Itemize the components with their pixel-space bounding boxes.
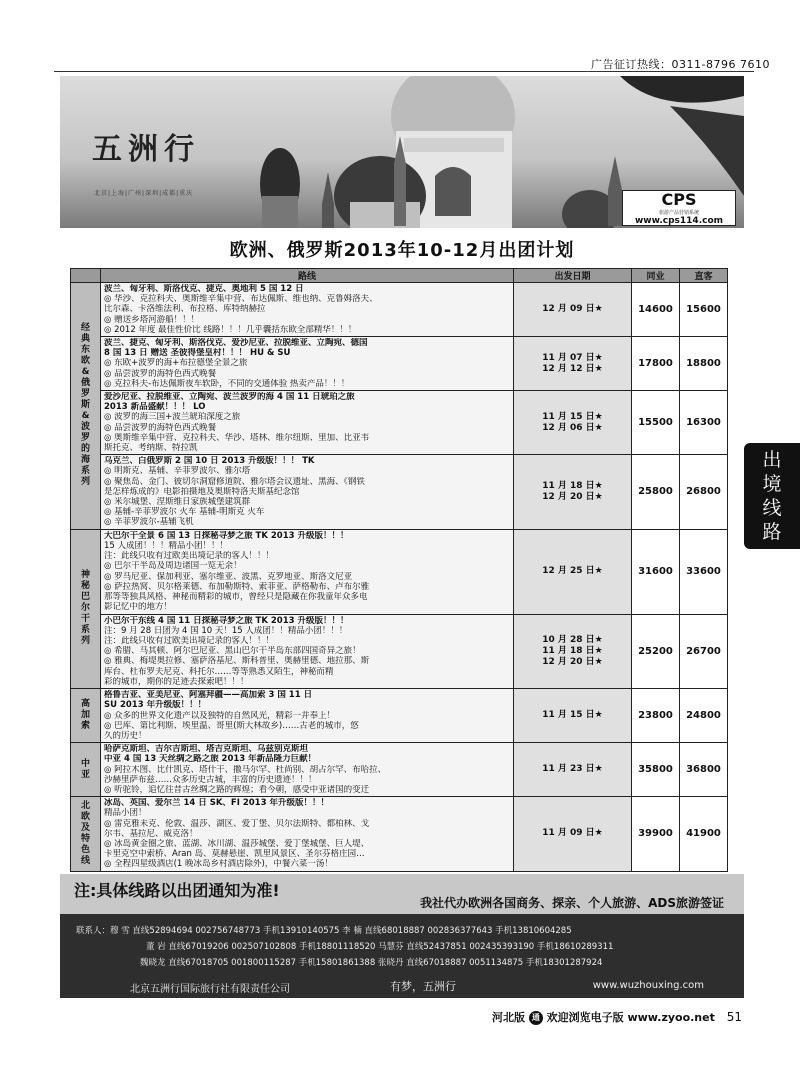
website: www.wuzhouxing.com [592, 980, 704, 991]
route-cell: 格鲁吉亚、亚美尼亚、阿塞拜疆——高加索 3 国 11 日 SU 2013 年升级版！！！ ◎ 众多的世界文化遗产以及独特的自然风光，精彩一并奉上！ ◎ 巴库、第比利斯、埃里温、哥里(斯大林故乡)……古老的城市，悠 久的历史！ [101, 689, 514, 743]
table-row [71, 391, 728, 455]
region-cell: 高加索 [71, 689, 101, 743]
peer-price: 15500 [632, 391, 680, 455]
departure-dates: 10 月 28 日★ 11 月 18 日★ 12 月 20 日★ [514, 614, 632, 688]
note-main: 注:具体线路以出团通知为准! [74, 881, 280, 900]
wuzhouxing-logo: 五洲行 [92, 132, 200, 167]
ad-hotline: 广告征订热线：0311-8796 7610 [591, 58, 770, 71]
contact-row: 联系人：穆 雪 直线52894694 002756748773 手机13910140575 李 楠 直线68018887 002836377643 手机13810604285 [76, 926, 572, 936]
departure-dates: 11 月 07 日★ 12 月 12 日★ [514, 337, 632, 391]
retail-price: 15600 [680, 283, 728, 337]
peer-price: 17800 [632, 337, 680, 391]
table-row [71, 797, 728, 871]
region-cell: 经典东欧&俄罗斯&波罗的海系列 [71, 283, 101, 530]
retail-price: 16300 [680, 391, 728, 455]
peer-price: 35800 [632, 743, 680, 797]
slogan: 有梦，五洲行 [390, 980, 456, 993]
route-cell: 爱沙尼亚、拉脱维亚、立陶宛、波兰波罗的海 4 国 11 日琥珀之旅 2013 新品盛献！！！ LO ◎ 波罗的海三国+波兰琥珀深度之旅 ◎ 品尝波罗的海特色西式晚餐 ◎ 奥斯维辛集中营、克拉科夫、华沙、塔林、维尔纽斯、里加、比亚韦 斯托克、考纳斯、特拉凯 [101, 391, 514, 455]
header-blank [71, 269, 101, 283]
header-route: 路线 [101, 269, 514, 283]
zyoo-icon: 通 [529, 1011, 543, 1025]
table-row [71, 337, 728, 391]
contacts-block [60, 914, 744, 998]
page-footer [492, 1009, 742, 1025]
retail-price: 26700 [680, 614, 728, 688]
side-tab-label: 出境线路 [762, 449, 782, 543]
peer-price: 39900 [632, 797, 680, 871]
departure-dates: 11 月 09 日★ [514, 797, 632, 871]
cps-url: www.cps114.com [634, 216, 724, 226]
route-cell: 波兰、匈牙利、斯洛伐克、捷克、奥地利 5 国 12 日 ◎ 华沙、克拉科夫、奥斯维辛集中营、布达佩斯、维也纳、克鲁姆洛夫、 比尔森、卡洛维法利、布拉格、库特纳赫拉 ◎ 赠送乡塔河游船！！！ ◎ 2012 年度 最佳性价比 线路！！！几乎囊括东欧全部精华！！！ [101, 283, 514, 337]
table-row [71, 455, 728, 529]
table-row [71, 283, 728, 337]
banner [60, 76, 744, 228]
table-row [71, 614, 728, 688]
peer-price: 14600 [632, 283, 680, 337]
departure-dates: 11 月 23 日★ [514, 743, 632, 797]
departure-dates: 12 月 09 日★ [514, 283, 632, 337]
visa-services: 我社代办欧洲各国商务、探亲、个人旅游、ADS旅游签证 [420, 896, 724, 910]
retail-price: 33600 [680, 529, 728, 614]
top-rule [54, 71, 754, 72]
region-cell: 中亚 [71, 743, 101, 797]
table-header [71, 269, 728, 283]
office-cities: 北京|上海|广州|深圳|成都|重庆 [94, 190, 194, 197]
peer-price: 31600 [632, 529, 680, 614]
peer-price: 23800 [632, 689, 680, 743]
retail-price: 24800 [680, 689, 728, 743]
cps-name: CPS [661, 190, 697, 209]
route-cell: 乌克兰、白俄罗斯 2 国 10 日 2013 升级版！！！ TK ◎ 明斯克、基辅、辛菲罗波尔、雅尔塔 ◎ 聚焦岛、金门、彼切尔洞窟修道院、雅尔塔会议遗址、黑海、《钢铁 是怎样炼成的》电影拍摄地及奥斯特洛夫斯基纪念馆 ◎ 米尔城堡、涅斯维日家族城堡建筑群 ◎ 基辅-辛菲罗波尔 火车 基辅-明斯克 火车 ◎ 辛菲罗波尔-基辅飞机 [101, 455, 514, 529]
table-row [71, 743, 728, 797]
contact-row: 董 岩 直线67019206 002507102808 手机18801118520 马慧芬 直线52437851 002435393190 手机18610289311 [146, 942, 614, 952]
retail-price: 36800 [680, 743, 728, 797]
route-cell: 小巴尔干东线 4 国 11 日探秘寻梦之旅 TK 2013 升级版！！！ 注：9 月 28 日团为 4 国 10 天！15 人成团！！精品小团！！！ 注：此线只收有过欧美出境记录的客人！！！ ◎ 希腊、马其顿、阿尔巴尼亚、黑山巴尔干半岛东部四国奇异之旅！ ◎ 雅典、梅堤奥拉修、塞萨洛基尼、斯科普里、奥赫里德、地拉那、斯 库台、杜布罗夫尼克、科托尔……等等熟悉又陌生，神秘而精 彩的城市，期你的足迹去探索吧！！！ [101, 614, 514, 688]
header-date: 出发日期 [514, 269, 632, 283]
peer-price: 25200 [632, 614, 680, 688]
region-cell: 北欧及特色线 [71, 797, 101, 871]
departure-dates: 11 月 15 日★ [514, 689, 632, 743]
page-number: 51 [726, 1010, 742, 1024]
route-cell: 冰岛、英国、爱尔兰 14 日 SK、FI 2013 年升级版！！！ 精品小团！ ◎ 雷克雅未克、伦敦、温莎、湖区、爱丁堡、贝尔法斯特、都柏林、戈 尔韦、基拉尼、威克洛！ ◎ 冰岛黄金圈之旅、蓝湖、冰川湖、温莎城堡、爱丁堡城堡、巨人堤、 卡里克空中索桥、Aran 岛、莫赫悬崖、凯里风景区、圣尔芬格庄园… ◎ 全程四星级酒店(1 晚冰岛乡村酒店除外)，中餐六菜一汤！ [101, 797, 514, 871]
departure-dates: 11 月 18 日★ 12 月 20 日★ [514, 455, 632, 529]
retail-price: 26800 [680, 455, 728, 529]
page-title: 欧洲、俄罗斯2013年10-12月出团计划 [229, 240, 575, 261]
cps-logo [622, 190, 736, 226]
outbound-routes-tab [744, 443, 800, 549]
company-name: 北京五洲行国际旅行社有限责任公司 [130, 984, 290, 995]
footer-link[interactable]: 欢迎浏览电子版 www.zyoo.net [546, 1011, 715, 1024]
table-row [71, 529, 728, 614]
contact-row: 魏晓龙 直线67018705 001800115287 手机15801861388 张晓丹 直线67018887 0051134875 手机18301287924 [140, 958, 603, 968]
region-cell: 神秘巴尔干系列 [71, 529, 101, 688]
schedule-table [70, 268, 728, 872]
retail-price: 18800 [680, 337, 728, 391]
header-retail: 直客 [680, 269, 728, 283]
note-band [60, 874, 744, 914]
route-cell: 波兰、捷克、匈牙利、斯洛伐克、爱沙尼亚、拉脱维亚、立陶宛、德国 8 国 13 日 赠送 圣彼得堡皇村！！！ HU & SU ◎ 东欧+波罗的海+布拉德堡全景之旅 ◎ 品尝波罗的海特色西式晚餐 ◎ 克拉科夫-布达佩斯夜车软卧，不同的交通体验 热卖产品！！！ [101, 337, 514, 391]
route-cell: 哈萨克斯坦、吉尔吉斯坦、塔吉克斯坦、乌兹别克斯坦 中亚 4 国 13 天丝绸之路之旅 2013 年新品隆力巨献！ ◎ 阿拉木图、比什凯克、塔什干、撒马尔罕、杜尚别、胡占尔罕、布哈拉、 沙赫里萨布兹……众多历史古城，丰富的历史遗迹！！！ ◎ 听驼铃，追忆往昔古丝绸之路的辉煌；看今朝，感受中亚诸国的变迁 [101, 743, 514, 797]
route-cell: 大巴尔干全景 6 国 13 日探秘寻梦之旅 TK 2013 升级版！！！ 15 人成团！！！精品小团！！！ 注：此线只收有过欧美出境记录的客人！！！ ◎ 巴尔干半岛及周边诸国一览无余！ ◎ 罗马尼亚、保加利亚、塞尔维亚、波黑、克罗地亚、斯洛文尼亚 ◎ 萨拉热窝、贝尔格莱德、布加勒斯特、索菲亚、萨格勒布、卢布尔雅 那等等独具风格、神秘而精彩的城市，曾经只是隐藏在你我童年众多电 影记忆中的地方！ [101, 529, 514, 614]
header-peer: 同业 [632, 269, 680, 283]
retail-price: 41900 [680, 797, 728, 871]
peer-price: 25800 [632, 455, 680, 529]
edition: 河北版 [491, 1011, 525, 1024]
cps-sub: 旅游产品营销系统 [658, 210, 699, 216]
table-row [71, 689, 728, 743]
departure-dates: 11 月 15 日★ 12 月 06 日★ [514, 391, 632, 455]
departure-dates: 12 月 25 日★ [514, 529, 632, 614]
